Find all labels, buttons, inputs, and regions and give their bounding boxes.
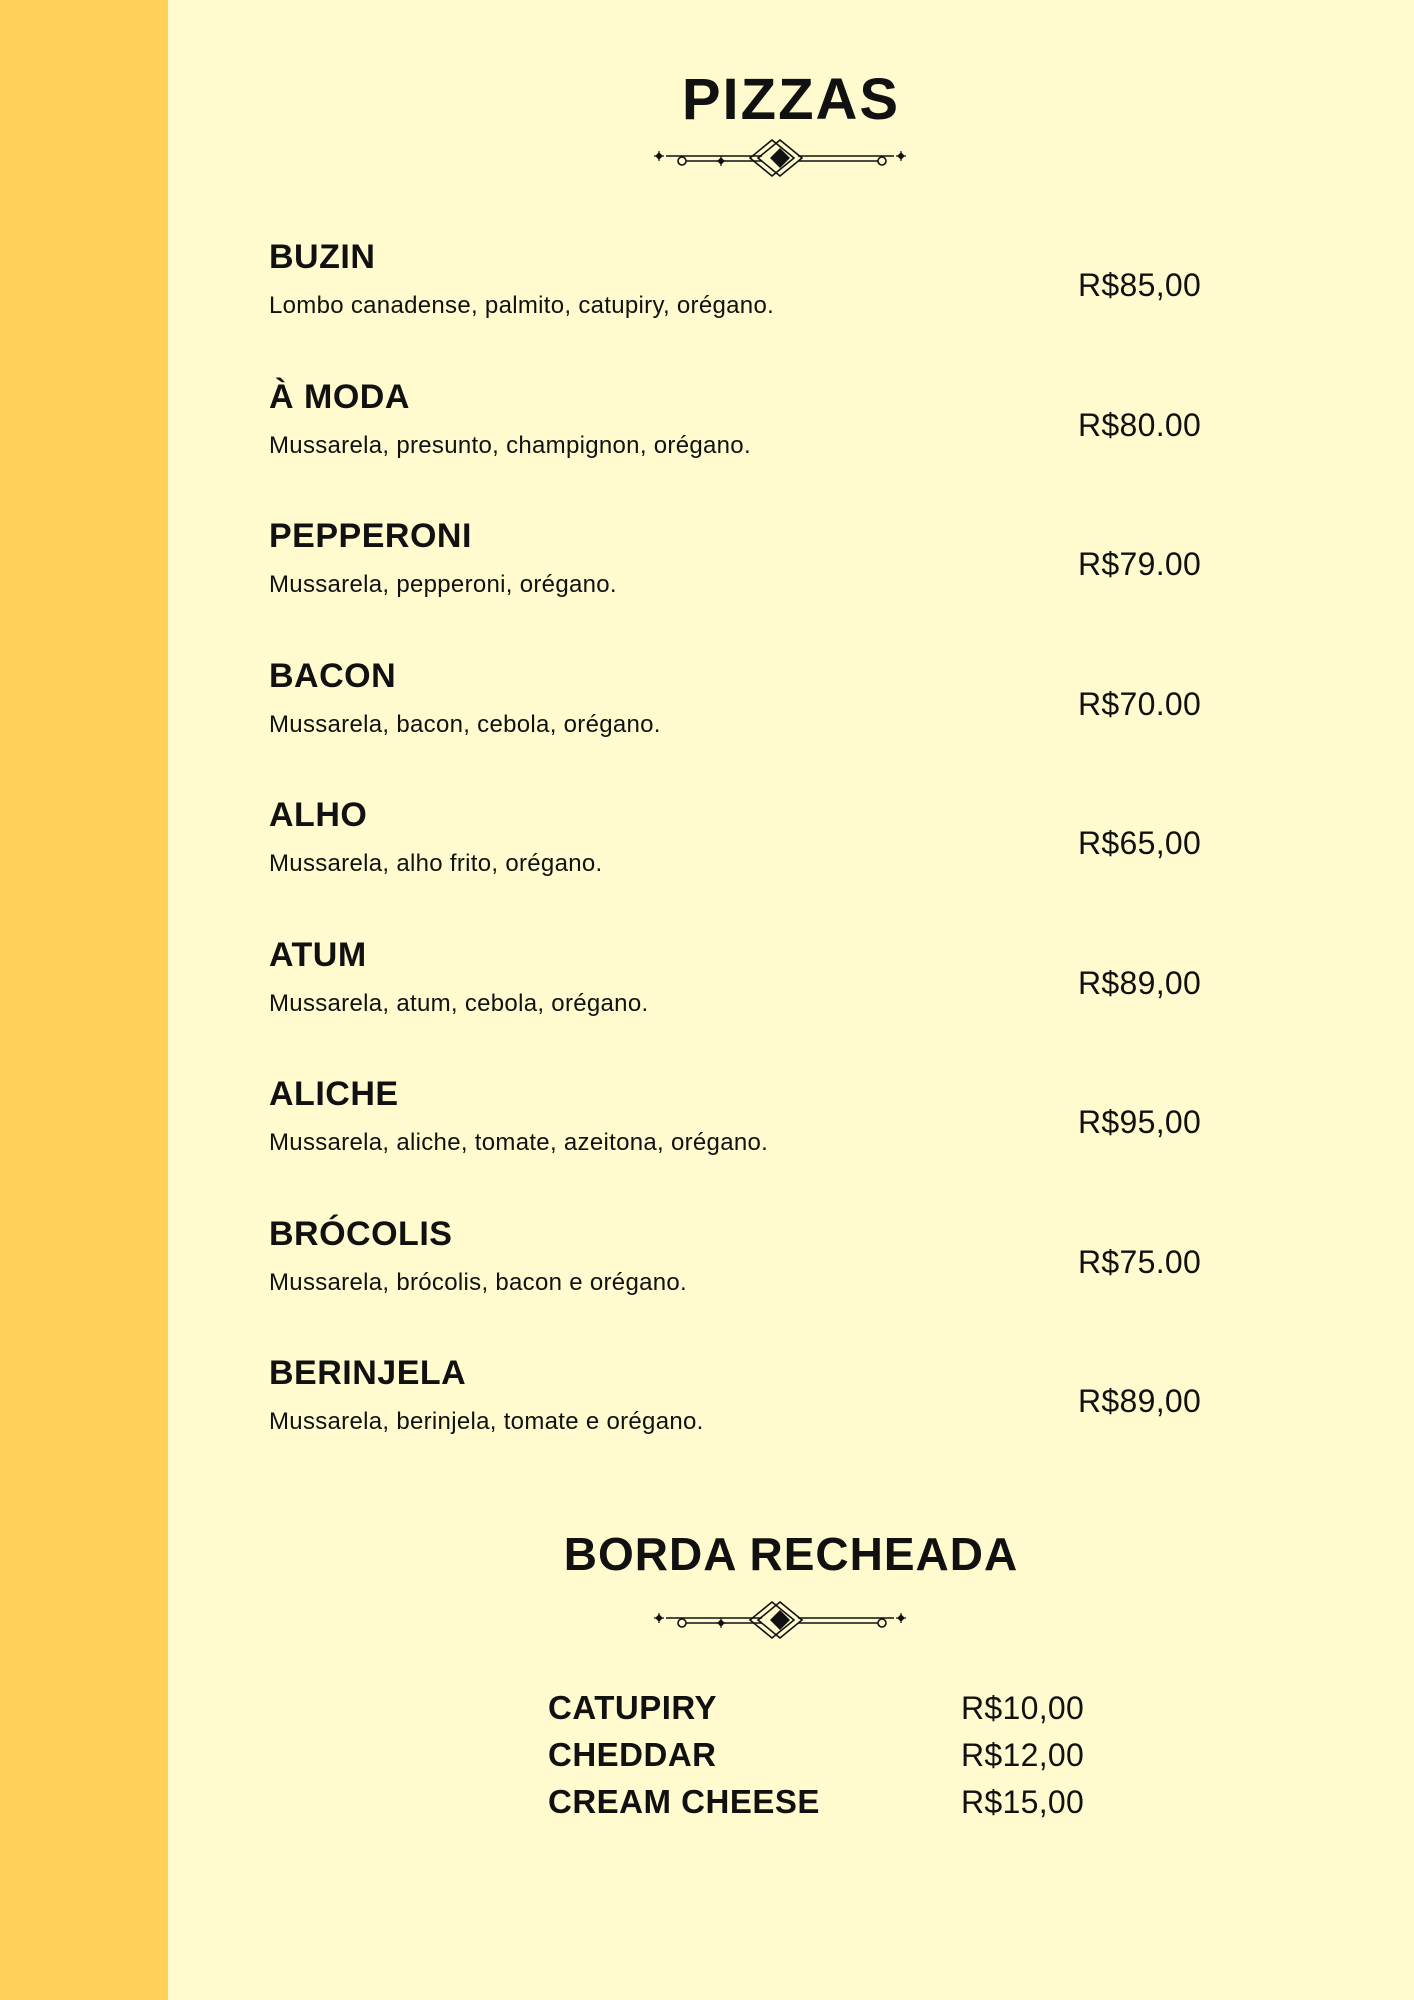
item-name: BUZIN: [269, 238, 376, 276]
list-item: [548, 1686, 1108, 1733]
item-description: Mussarela, atum, cebola, orégano.: [269, 989, 649, 1017]
item-description: Mussarela, bacon, cebola, orégano.: [269, 710, 661, 738]
item-name: ALICHE: [269, 1075, 399, 1113]
item-description: Mussarela, presunto, champignon, orégano.: [269, 431, 751, 459]
page-title: PIZZAS: [681, 67, 901, 132]
stuffed-crust-list: [548, 1686, 1108, 1827]
list-item: [548, 1780, 1108, 1827]
item-name: À MODA: [269, 377, 410, 416]
item-price: R$89,00: [1078, 1383, 1202, 1419]
item-price: R$12,00: [961, 1737, 1085, 1773]
item-name: ATUM: [269, 935, 367, 974]
item-price: R$89,00: [1078, 964, 1202, 1001]
menu-item: [269, 507, 1229, 647]
item-price: R$95,00: [1078, 1104, 1202, 1140]
section-title: BORDA RECHEADA: [563, 1528, 1019, 1580]
menu-item: [269, 228, 1229, 368]
item-name: CREAM CHEESE: [548, 1783, 820, 1820]
menu-item: [269, 926, 1229, 1066]
menu-item: [269, 1344, 1229, 1484]
side-color-band: [0, 0, 168, 2000]
item-description: Mussarela, berinjela, tomate e orégano.: [269, 1408, 704, 1435]
item-name: CHEDDAR: [548, 1736, 717, 1773]
item-price: R$10,00: [961, 1690, 1085, 1726]
menu-item: [269, 1065, 1229, 1205]
item-price: R$85,00: [1078, 267, 1202, 303]
menu-item: [269, 647, 1229, 787]
item-description: Mussarela, alho frito, orégano.: [269, 850, 603, 877]
menu-item: [269, 1205, 1229, 1345]
item-price: R$15,00: [961, 1784, 1085, 1820]
pizza-menu-list: [269, 228, 1229, 1484]
divider-ornament-icon: [650, 136, 910, 180]
item-description: Lombo canadense, palmito, catupiry, orégano.: [269, 292, 775, 319]
item-name: BACON: [269, 656, 397, 695]
item-price: R$65,00: [1078, 825, 1202, 861]
list-item: [548, 1733, 1108, 1780]
item-name: BRÓCOLIS: [269, 1214, 453, 1253]
item-description: Mussarela, pepperoni, orégano.: [269, 571, 617, 598]
item-price: R$75.00: [1078, 1243, 1202, 1280]
item-price: R$79.00: [1078, 546, 1202, 582]
item-price: R$80.00: [1078, 406, 1202, 443]
item-price: R$70.00: [1078, 685, 1202, 722]
item-name: PEPPERONI: [269, 517, 472, 555]
item-name: BERINJELA: [269, 1354, 467, 1392]
divider-ornament-icon: [650, 1598, 910, 1642]
item-description: Mussarela, aliche, tomate, azeitona, orégano.: [269, 1129, 769, 1156]
menu-item: [269, 786, 1229, 926]
item-name: CATUPIRY: [548, 1689, 717, 1726]
item-description: Mussarela, brócolis, bacon e orégano.: [269, 1268, 687, 1296]
item-name: ALHO: [269, 796, 368, 834]
menu-item: [269, 368, 1229, 508]
